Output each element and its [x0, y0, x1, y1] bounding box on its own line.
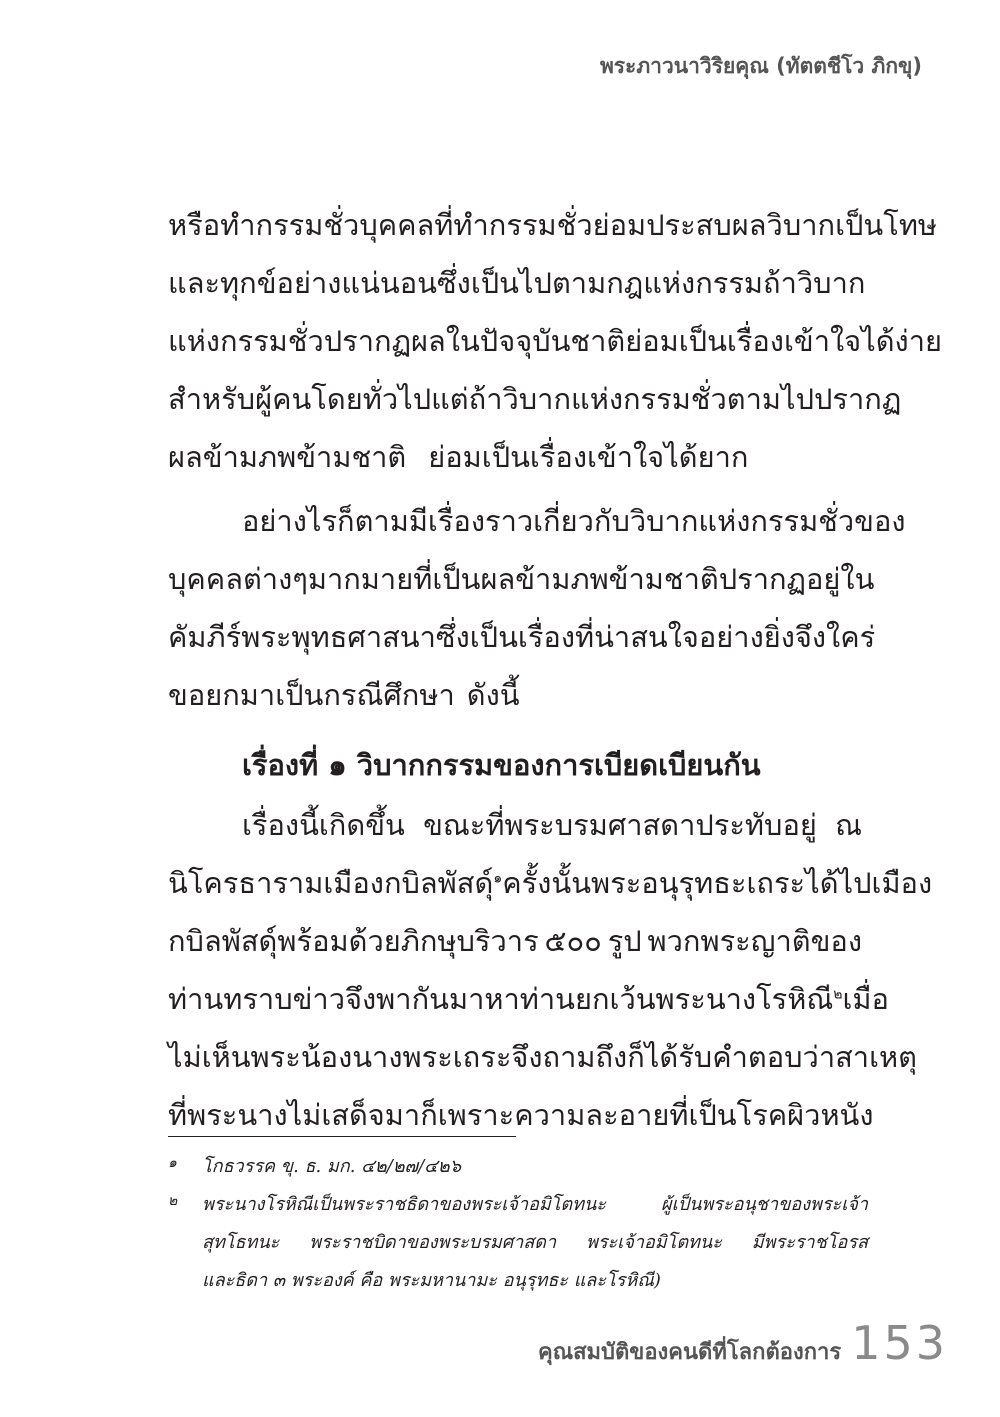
text-segment: คัมภีร์พระพุทธศาสนา [168, 620, 436, 654]
text-segment: ซึ่งเป็นไปตามกฎแห่งกรรม [436, 266, 764, 300]
text-segment: เมื่อ [842, 982, 889, 1016]
text-segment: ที่พระนางไม่เสด็จมา [168, 1098, 421, 1132]
footnote-number: ๑ [168, 1155, 177, 1171]
text-line [168, 492, 906, 550]
footnote-text: ผู้เป็นพระอนุชาของพระเจ้า [661, 1194, 868, 1215]
footnote-line [202, 1148, 868, 1186]
text-segment: กบิลพัสดุ์พร้อมด้วยภิกษุบริวาร [168, 924, 539, 958]
text-segment: ย่อมเป็นเรื่องเข้าใจได้ยาก [428, 440, 749, 474]
running-header: พระภาวนาวิริยคุณ (ทัตตชีโว ภิกขุ) [599, 54, 922, 78]
text-segment: บุคคลต่างๆ [168, 562, 308, 596]
text-line [168, 970, 889, 1028]
text-segment: ท่านทราบข่าว [168, 982, 346, 1016]
footnote-text: พระราชบิดาของพระบรมศาสดา [309, 1232, 557, 1253]
paragraph [168, 492, 906, 724]
footnote-number: ๒ [168, 1193, 178, 1209]
page-footer [538, 1316, 948, 1370]
text-segment: สำหรับผู้คนโดยทั่วไป [168, 382, 432, 416]
text-segment: รูป [607, 924, 642, 958]
footnote [168, 1186, 868, 1300]
text-line [168, 1028, 917, 1086]
text-segment: มีเรื่องราวเกี่ยวกับวิบากแห่งกรรมชั่วของ [408, 504, 906, 538]
footnote-reference[interactable]: ๑ [493, 870, 503, 887]
text-segment: ย่อมเป็นเรื่องเข้าใจได้ง่าย [625, 324, 942, 358]
text-segment: หรือทำกรรมชั่ว [168, 208, 360, 242]
text-segment: และทุกข์อย่างแน่นอน [168, 266, 437, 300]
text-segment: ซึ่งเป็นเรื่องที่น่าสนใจอย่างยิ่ง [435, 620, 795, 654]
book-title: คุณสมบัติของคนดีที่โลกต้องการ [537, 1340, 842, 1365]
text-segment: พระเถระจึงถามถึง [402, 1040, 628, 1074]
footnote-divider [168, 1136, 516, 1137]
text-segment: พวกพระญาติของ [647, 924, 862, 958]
page-number: 153 [851, 1316, 948, 1370]
footnote-text: มีพระราชโอรส [751, 1232, 868, 1253]
footnotes [168, 1148, 868, 1300]
text-line [168, 666, 862, 724]
footnote-line [202, 1186, 868, 1224]
text-segment: อย่างไรก็ตาม [242, 504, 409, 538]
text-line [168, 550, 875, 608]
footnote-line [202, 1224, 868, 1262]
text-line [168, 370, 902, 428]
text-line [168, 196, 938, 254]
text-line [168, 254, 866, 312]
footnote-text: และธิดา ๓ พระองค์ คือ พระมหานามะ อนุรุทธะ และโรหิณี) [202, 1270, 661, 1291]
footnote-text: พระเจ้าอมิโตทนะ [585, 1232, 722, 1253]
text-segment: แห่งกรรมชั่วปรากฏผลในปัจจุบันชาติ [168, 324, 626, 358]
text-segment [575, 970, 843, 1028]
text-segment: เมืองกบิลพัสดุ์ [323, 866, 494, 900]
body-text [168, 196, 942, 1144]
text-segment: แต่ถ้าวิบากแห่งกรรมชั่วตามไปปรากฏ [431, 382, 902, 416]
text-segment: ก็ได้รับคำตอบว่า [627, 1040, 836, 1074]
text-segment: มากมาย [307, 562, 414, 596]
text-segment: สาเหตุ [835, 1040, 917, 1074]
footnote-text: สุทโธทนะ [202, 1232, 280, 1253]
text-line [168, 796, 862, 854]
footnote-reference[interactable]: ๒ [833, 986, 843, 1003]
section-heading: เรื่องที่ ๑ วิบากกรรมของการเบียดเบียนกัน [242, 748, 761, 782]
text-segment: ดังนี้ [466, 678, 520, 712]
footnote-text: โกธวรรค ขุ. ธ. มก. ๔๒/๒๗/๔๒๖ [202, 1156, 462, 1177]
text-segment: จึงพากันมาหาท่าน [345, 982, 575, 1016]
text-segment: ณ [835, 808, 862, 842]
footnote [168, 1148, 868, 1186]
text-segment: ผลข้ามภพข้ามชาติ [168, 440, 407, 474]
text-line [168, 428, 862, 486]
text-segment: ขณะที่พระบรมศาสดาประทับอยู่ [423, 808, 817, 842]
footnote-line [202, 1262, 868, 1300]
text-segment: ไม่เห็นพระน้องนาง [168, 1040, 403, 1074]
text-segment: ๕๐๐ [544, 924, 602, 958]
text-segment: นิโครธาราม [168, 866, 324, 900]
text-segment: ถ้าวิบาก [763, 266, 866, 300]
text-segment: ก็เพราะความละอายที่เป็นโรคผิวหนัง [420, 1098, 874, 1132]
text-segment: ที่เป็นผลข้ามภพข้ามชาติปรากฏอยู่ใน [413, 562, 875, 596]
text-segment: ขอยกมาเป็นกรณีศึกษา [168, 678, 455, 712]
text-line [168, 312, 942, 370]
paragraph [168, 196, 942, 486]
footnote-text: พระนางโรหิณีเป็นพระราชธิดาของพระเจ้าอมิโตทนะ [202, 1194, 606, 1215]
paragraph [168, 796, 933, 1144]
text-segment: จึงใคร่ [794, 620, 876, 654]
text-segment: บุคคลที่ทำกรรมชั่วย่อมประสบผลวิบากเป็นโทษ [359, 208, 938, 242]
text-line [168, 912, 862, 970]
text-line [168, 854, 933, 912]
text-segment: เรื่องนี้เกิดขึ้น [242, 808, 405, 842]
text-line [168, 608, 876, 666]
text-segment: ครั้งนั้นพระอนุรุทธะเถระได้ไปเมือง [502, 866, 933, 900]
text-segment: ยกเว้นพระนางโรหิณี [574, 982, 834, 1016]
text-segment [323, 854, 502, 912]
